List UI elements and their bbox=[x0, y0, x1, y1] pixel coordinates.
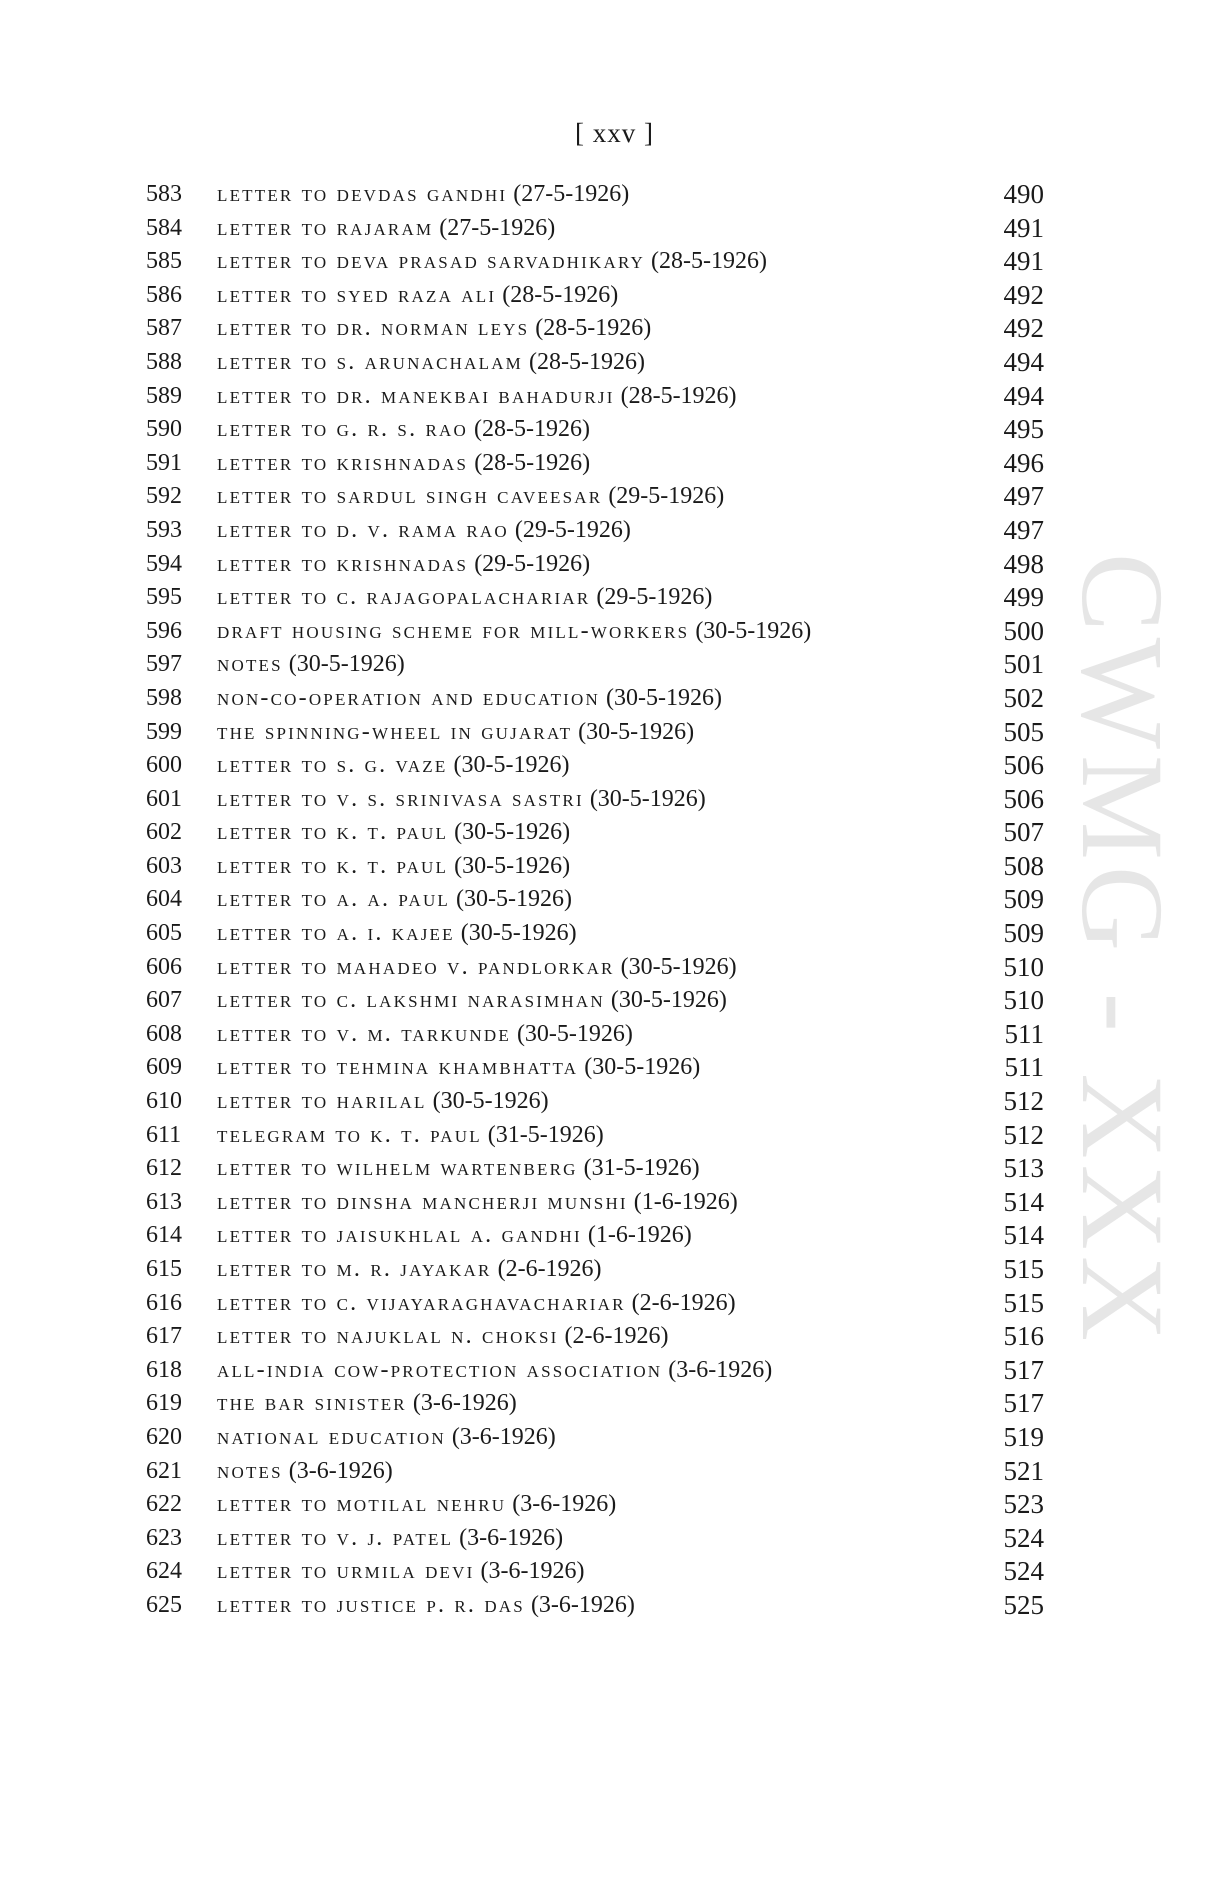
entry-number: 584 bbox=[146, 214, 182, 241]
entry-date: (3-6-1926) bbox=[530, 1591, 635, 1618]
entry-title-text: letter to devdas gandhi bbox=[217, 181, 508, 207]
entry-title bbox=[217, 1186, 738, 1220]
entry-page-number: 500 bbox=[1003, 615, 1044, 646]
entry-title-text: the bar sinister bbox=[217, 1390, 407, 1417]
entry-number: 586 bbox=[146, 281, 182, 308]
entry-date: (29-5-1926) bbox=[514, 516, 631, 543]
page-number-header: [ xxv ] bbox=[575, 118, 654, 148]
entry-title-text: letter to syed raza ali bbox=[217, 281, 497, 308]
entry-page-number: 506 bbox=[1003, 750, 1044, 781]
entry-date: (30-5-1926) bbox=[454, 852, 571, 879]
entry-page-number: 505 bbox=[1003, 716, 1044, 747]
entry-number: 603 bbox=[146, 852, 182, 879]
entry-page-number: 515 bbox=[1003, 1254, 1044, 1284]
entry-title-text: letter to urmila devi bbox=[217, 1558, 475, 1585]
toc-entry bbox=[0, 1186, 1229, 1220]
toc-entry bbox=[0, 951, 1229, 985]
entry-number: 592 bbox=[146, 483, 182, 510]
entry-page-number: 502 bbox=[1003, 682, 1044, 713]
entry-title bbox=[217, 447, 590, 481]
watermark-text: CWMG - XXX bbox=[1057, 552, 1189, 1348]
entry-title bbox=[217, 984, 727, 1018]
entry-title-text: letter to krishnadas bbox=[217, 550, 469, 577]
entry-page-number: 524 bbox=[1003, 1556, 1044, 1587]
entry-number: 594 bbox=[146, 550, 182, 577]
entry-number: 614 bbox=[146, 1222, 182, 1249]
entry-title bbox=[217, 883, 572, 917]
toc-entry bbox=[0, 682, 1229, 716]
entry-title-text: letter to s. g. vaze bbox=[217, 752, 448, 779]
entry-title bbox=[217, 514, 631, 548]
entry-number: 606 bbox=[146, 953, 182, 980]
entry-title-text: letter to c. rajagopalachariar bbox=[217, 584, 591, 611]
entry-title bbox=[217, 312, 651, 346]
entry-number: 621 bbox=[146, 1457, 182, 1484]
entry-date: (3-6-1926) bbox=[459, 1524, 564, 1551]
entry-title-text: notes bbox=[217, 1457, 283, 1484]
entry-page-number: 517 bbox=[1003, 1388, 1044, 1419]
entry-date: (28-5-1926) bbox=[502, 281, 619, 308]
entry-number: 613 bbox=[146, 1188, 182, 1215]
table-of-contents bbox=[0, 178, 1229, 1623]
entry-title bbox=[217, 1387, 517, 1421]
toc-entry bbox=[0, 1219, 1229, 1253]
entry-title bbox=[217, 749, 569, 783]
entry-date: (2-6-1926) bbox=[497, 1256, 602, 1282]
entry-title bbox=[217, 1522, 563, 1556]
entry-date: (2-6-1926) bbox=[631, 1289, 736, 1316]
entry-page-number: 516 bbox=[1003, 1321, 1044, 1352]
entry-title bbox=[217, 346, 645, 380]
toc-entry bbox=[0, 883, 1229, 917]
entry-title bbox=[217, 548, 590, 582]
entry-number: 591 bbox=[146, 449, 182, 476]
toc-entry bbox=[0, 749, 1229, 783]
entry-title-text: letter to a. a. paul bbox=[217, 886, 450, 913]
entry-number: 595 bbox=[146, 584, 182, 611]
entry-date: (2-6-1926) bbox=[564, 1323, 669, 1350]
entry-date: (28-5-1926) bbox=[620, 382, 737, 409]
toc-entry bbox=[0, 1354, 1229, 1388]
toc-entry bbox=[0, 1051, 1229, 1085]
entry-title bbox=[217, 951, 737, 985]
entry-title-text: letter to deva prasad sarvadhikary bbox=[217, 248, 646, 275]
entry-number: 596 bbox=[146, 617, 182, 644]
entry-number: 600 bbox=[146, 752, 182, 779]
entry-title-text: letter to sardul singh caveesar bbox=[217, 483, 603, 510]
entry-title-text: letter to motilal nehru bbox=[217, 1491, 507, 1518]
toc-entry bbox=[0, 1421, 1229, 1455]
entry-date: (28-5-1926) bbox=[473, 416, 590, 443]
entry-date: (29-5-1926) bbox=[474, 550, 591, 577]
entry-title-text: letter to m. r. jayakar bbox=[217, 1256, 492, 1282]
entry-title bbox=[217, 1455, 393, 1489]
toc-entry bbox=[0, 1555, 1229, 1589]
entry-number: 588 bbox=[146, 348, 182, 375]
entry-page-number: 491 bbox=[1003, 246, 1044, 277]
entry-date: (30-5-1926) bbox=[516, 1020, 633, 1047]
entry-page-number: 490 bbox=[1003, 179, 1044, 209]
entry-number: 608 bbox=[146, 1020, 182, 1047]
toc-entry bbox=[0, 1253, 1229, 1287]
entry-title-text: letter to jaisukhlal a. gandhi bbox=[217, 1222, 582, 1249]
entry-title-text: all-india cow-protection association bbox=[217, 1356, 663, 1383]
entry-date: (28-5-1926) bbox=[651, 248, 768, 275]
entry-title bbox=[217, 1320, 669, 1354]
toc-entry bbox=[0, 1018, 1229, 1052]
entry-date: (30-5-1926) bbox=[460, 920, 577, 947]
entry-title-text: letter to tehmina khambhatta bbox=[217, 1054, 579, 1081]
entry-number: 593 bbox=[146, 516, 182, 543]
entry-title-text: non-co-operation and education bbox=[217, 684, 600, 711]
entry-title bbox=[217, 716, 694, 750]
entry-date: (30-5-1926) bbox=[589, 785, 706, 812]
entry-number: 589 bbox=[146, 382, 182, 409]
entry-number: 612 bbox=[146, 1155, 182, 1182]
entry-title bbox=[217, 1354, 772, 1388]
entry-date: (28-5-1926) bbox=[529, 348, 645, 375]
entry-date: (30-5-1926) bbox=[605, 684, 722, 711]
entry-date: (3-6-1926) bbox=[512, 1491, 617, 1518]
toc-entry bbox=[0, 917, 1229, 951]
entry-title bbox=[217, 615, 811, 649]
entry-page-number: 512 bbox=[1003, 1119, 1044, 1150]
entry-page-number: 508 bbox=[1003, 850, 1044, 881]
entry-title-text: letter to mahadeo v. pandlorkar bbox=[217, 953, 615, 980]
entry-page-number: 519 bbox=[1003, 1421, 1044, 1452]
entry-number: 607 bbox=[146, 987, 182, 1014]
entry-page-number: 492 bbox=[1003, 279, 1044, 310]
toc-entry bbox=[0, 816, 1229, 850]
entry-title bbox=[217, 1085, 549, 1119]
entry-date: (30-5-1926) bbox=[610, 987, 727, 1014]
entry-number: 619 bbox=[146, 1390, 182, 1417]
entry-title bbox=[217, 212, 555, 246]
entry-title bbox=[217, 917, 577, 951]
entry-page-number: 511 bbox=[1004, 1018, 1044, 1049]
entry-title bbox=[217, 480, 724, 514]
entry-date: (30-5-1926) bbox=[453, 752, 570, 779]
entry-number: 590 bbox=[146, 416, 182, 443]
entry-title-text: letter to v. j. patel bbox=[217, 1524, 454, 1551]
entry-page-number: 494 bbox=[1003, 346, 1044, 377]
entry-page-number: 494 bbox=[1003, 380, 1044, 411]
entry-title bbox=[217, 581, 712, 615]
entry-title-text: national education bbox=[217, 1423, 446, 1450]
entry-page-number: 497 bbox=[1003, 481, 1044, 512]
entry-page-number: 524 bbox=[1003, 1522, 1044, 1553]
entry-number: 611 bbox=[146, 1121, 182, 1148]
entry-date: (3-6-1926) bbox=[668, 1356, 773, 1383]
entry-title-text: letter to harilal bbox=[217, 1088, 427, 1115]
entry-title-text: notes bbox=[217, 651, 283, 678]
entry-title-text: letter to g. r. s. rao bbox=[217, 416, 468, 443]
entry-date: (30-5-1926) bbox=[454, 819, 571, 846]
entry-title bbox=[217, 1488, 616, 1522]
toc-entry bbox=[0, 1085, 1229, 1119]
toc-entry bbox=[0, 178, 1229, 212]
entry-number: 605 bbox=[146, 920, 182, 947]
toc-entry bbox=[0, 1522, 1229, 1556]
entry-title-text: letter to dinsha mancherji munshi bbox=[217, 1188, 628, 1215]
toc-entry bbox=[0, 716, 1229, 750]
toc-entry bbox=[0, 480, 1229, 514]
entry-number: 625 bbox=[146, 1591, 182, 1618]
entry-date: (30-5-1926) bbox=[620, 953, 737, 980]
entry-page-number: 525 bbox=[1003, 1589, 1044, 1620]
toc-entry bbox=[0, 1287, 1229, 1321]
entry-date: (1-6-1926) bbox=[633, 1188, 738, 1215]
entry-date: (30-5-1926) bbox=[432, 1088, 549, 1115]
entry-title-text: letter to v. s. srinivasa sastri bbox=[217, 785, 584, 812]
entry-number: 617 bbox=[146, 1323, 182, 1350]
entry-page-number: 497 bbox=[1003, 514, 1044, 545]
entry-number: 601 bbox=[146, 785, 182, 812]
toc-entry bbox=[0, 783, 1229, 817]
entry-page-number: 507 bbox=[1003, 817, 1044, 848]
entry-title-text: letter to wilhelm wartenberg bbox=[217, 1155, 578, 1182]
entry-title bbox=[217, 279, 618, 313]
entry-date: (28-5-1926) bbox=[535, 315, 652, 342]
entry-page-number: 498 bbox=[1003, 548, 1044, 579]
entry-page-number: 506 bbox=[1003, 783, 1044, 814]
entry-title-text: letter to rajaram bbox=[217, 214, 434, 241]
entry-number: 623 bbox=[146, 1524, 182, 1551]
toc-entry bbox=[0, 1320, 1229, 1354]
toc-entry bbox=[0, 279, 1229, 313]
toc-entry bbox=[0, 1119, 1229, 1153]
entry-title bbox=[217, 648, 405, 682]
toc-entry bbox=[0, 648, 1229, 682]
entry-title-text: letter to c. vijayaraghavachariar bbox=[217, 1289, 626, 1316]
entry-title bbox=[217, 1421, 556, 1455]
entry-title-text: letter to c. lakshmi narasimhan bbox=[217, 987, 605, 1014]
entry-date: (29-5-1926) bbox=[596, 584, 713, 611]
entry-date: (3-6-1926) bbox=[288, 1457, 393, 1484]
toc-entry bbox=[0, 413, 1229, 447]
entry-page-number: 501 bbox=[1003, 649, 1044, 680]
toc-entry bbox=[0, 447, 1229, 481]
entry-date: (31-5-1926) bbox=[583, 1155, 700, 1182]
entry-page-number: 514 bbox=[1003, 1220, 1044, 1251]
entry-date: (30-5-1926) bbox=[584, 1054, 701, 1081]
entry-number: 602 bbox=[146, 819, 182, 846]
entry-page-number: 514 bbox=[1003, 1186, 1044, 1217]
entry-page-number: 511 bbox=[1004, 1052, 1044, 1083]
entry-number: 620 bbox=[146, 1423, 182, 1450]
entry-date: (3-6-1926) bbox=[412, 1390, 517, 1417]
entry-date: (30-5-1926) bbox=[695, 617, 812, 644]
entry-date: (28-5-1926) bbox=[474, 449, 591, 476]
entry-title-text: letter to d. v. rama rao bbox=[217, 516, 509, 543]
entry-title bbox=[217, 178, 629, 212]
toc-entry bbox=[0, 1589, 1229, 1623]
entry-date: (3-6-1926) bbox=[480, 1558, 585, 1585]
toc-entry bbox=[0, 615, 1229, 649]
entry-date: (30-5-1926) bbox=[456, 886, 572, 913]
entry-title bbox=[217, 1152, 700, 1186]
entry-date: (1-6-1926) bbox=[587, 1222, 692, 1249]
entry-title-text: letter to justice p. r. das bbox=[217, 1591, 525, 1618]
entry-title bbox=[217, 1589, 635, 1623]
entry-date: (27-5-1926) bbox=[513, 181, 630, 207]
entry-number: 609 bbox=[146, 1054, 182, 1081]
entry-number: 585 bbox=[146, 248, 182, 275]
entry-page-number: 517 bbox=[1003, 1354, 1044, 1385]
entry-title bbox=[217, 783, 706, 817]
entry-number: 610 bbox=[146, 1088, 182, 1115]
toc-entry bbox=[0, 1488, 1229, 1522]
entry-title bbox=[217, 245, 767, 279]
entry-number: 624 bbox=[146, 1558, 182, 1585]
entry-number: 618 bbox=[146, 1356, 182, 1383]
entry-date: (29-5-1926) bbox=[608, 483, 725, 510]
entry-title-text: letter to krishnadas bbox=[217, 449, 469, 476]
entry-title bbox=[217, 850, 570, 884]
entry-page-number: 492 bbox=[1003, 313, 1044, 344]
entry-number: 598 bbox=[146, 684, 182, 711]
entry-title-text: letter to dr. norman leys bbox=[217, 315, 530, 342]
entry-title bbox=[217, 1018, 633, 1052]
entry-title bbox=[217, 1555, 584, 1589]
entry-title-text: the spinning-wheel in gujarat bbox=[217, 718, 573, 745]
entry-date: (3-6-1926) bbox=[451, 1423, 556, 1450]
entry-title bbox=[217, 1287, 736, 1321]
entry-title-text: letter to k. t. paul bbox=[217, 819, 449, 846]
entry-title-text: letter to s. arunachalam bbox=[217, 348, 523, 375]
entry-number: 604 bbox=[146, 886, 182, 913]
entry-title-text: letter to v. m. tarkunde bbox=[217, 1020, 511, 1047]
toc-entry bbox=[0, 514, 1229, 548]
entry-number: 597 bbox=[146, 651, 182, 678]
entry-page-number: 491 bbox=[1003, 212, 1044, 243]
toc-entry bbox=[0, 581, 1229, 615]
entry-number: 599 bbox=[146, 718, 182, 745]
entry-date: (31-5-1926) bbox=[487, 1121, 604, 1148]
entry-page-number: 509 bbox=[1003, 918, 1044, 949]
entry-number: 616 bbox=[146, 1289, 182, 1316]
toc-entry bbox=[0, 245, 1229, 279]
entry-date: (27-5-1926) bbox=[439, 214, 556, 241]
entry-title bbox=[217, 413, 590, 447]
toc-entry bbox=[0, 346, 1229, 380]
entry-title-text: letter to dr. manekbai bahadurji bbox=[217, 382, 615, 409]
entry-page-number: 521 bbox=[1003, 1455, 1044, 1486]
entry-title bbox=[217, 682, 722, 716]
entry-title-text: letter to najuklal n. choksi bbox=[217, 1323, 559, 1350]
toc-entry bbox=[0, 212, 1229, 246]
entry-title bbox=[217, 1219, 692, 1253]
entry-title-text: letter to k. t. paul bbox=[217, 852, 449, 879]
toc-entry bbox=[0, 850, 1229, 884]
entry-page-number: 523 bbox=[1003, 1489, 1044, 1520]
entry-date: (30-5-1926) bbox=[578, 718, 695, 745]
toc-entry bbox=[0, 984, 1229, 1018]
entry-page-number: 510 bbox=[1003, 951, 1044, 982]
entry-page-number: 495 bbox=[1003, 414, 1044, 445]
entry-number: 587 bbox=[146, 315, 182, 342]
entry-number: 615 bbox=[146, 1256, 182, 1282]
entry-title bbox=[217, 816, 570, 850]
toc-entry bbox=[0, 1152, 1229, 1186]
entry-title-text: draft housing scheme for mill-workers bbox=[217, 617, 690, 644]
toc-entry bbox=[0, 548, 1229, 582]
entry-number: 622 bbox=[146, 1491, 182, 1518]
entry-title bbox=[217, 380, 737, 414]
entry-page-number: 496 bbox=[1003, 447, 1044, 478]
entry-number: 583 bbox=[146, 181, 182, 207]
entry-title-text: telegram to k. t. paul bbox=[217, 1121, 482, 1148]
entry-page-number: 513 bbox=[1003, 1153, 1044, 1184]
entry-title bbox=[217, 1051, 700, 1085]
entry-page-number: 509 bbox=[1003, 884, 1044, 915]
entry-date: (30-5-1926) bbox=[288, 651, 405, 678]
entry-page-number: 515 bbox=[1003, 1287, 1044, 1318]
toc-entry bbox=[0, 1455, 1229, 1489]
toc-entry bbox=[0, 380, 1229, 414]
entry-title bbox=[217, 1253, 602, 1287]
entry-title-text: letter to a. i. kajee bbox=[217, 920, 455, 947]
entry-page-number: 512 bbox=[1003, 1086, 1044, 1117]
entry-title bbox=[217, 1119, 604, 1153]
toc-entry bbox=[0, 1387, 1229, 1421]
entry-page-number: 510 bbox=[1003, 985, 1044, 1016]
entry-page-number: 499 bbox=[1003, 582, 1044, 613]
toc-entry bbox=[0, 312, 1229, 346]
